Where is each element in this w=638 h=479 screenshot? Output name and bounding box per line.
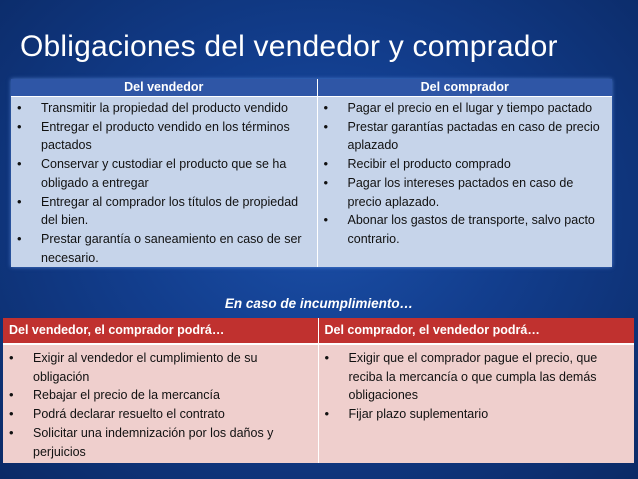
list-item: • Prestar garantías pactadas en caso de precio aplazado — [324, 118, 609, 155]
slide-title: Obligaciones del vendedor y comprador — [20, 30, 558, 63]
list-item: • Conservar y custodiar el producto que se ha obligado a entregar — [17, 155, 313, 192]
obligaciones-header-row — [11, 79, 612, 97]
comprador-obligations-cell — [317, 97, 612, 268]
vendedor-remedies-cell — [3, 344, 318, 463]
list-item: • Podrá declarar resuelto el contrato — [9, 405, 314, 424]
incumplimiento-heading: En caso de incumplimiento… — [224, 296, 414, 311]
vendedor-remedies-list — [9, 349, 314, 461]
incumplimiento-table — [3, 318, 634, 463]
list-item: • Recibir el producto comprado — [324, 155, 609, 174]
incumplimiento-header-row — [3, 318, 634, 344]
vendedor-obligations-cell — [11, 97, 317, 268]
list-item: • Entregar el producto vendido en los términos pactados — [17, 118, 313, 155]
list-item: • Transmitir la propiedad del producto vendido — [17, 99, 313, 118]
list-item: • Rebajar el precio de la mercancía — [9, 386, 314, 405]
obligaciones-table — [11, 79, 612, 267]
list-item: • Pagar el precio en el lugar y tiempo pactado — [324, 99, 609, 118]
list-item: • Fijar plazo suplementario — [325, 405, 631, 424]
incumplimiento-body-row — [3, 344, 634, 463]
comprador-obligations-list — [324, 99, 609, 249]
comprador-remedies-list — [325, 349, 631, 424]
obligaciones-body-row — [11, 97, 612, 268]
comprador-remedies-cell — [318, 344, 634, 463]
vendedor-obligations-list — [17, 99, 313, 267]
list-item: • Exigir al vendedor el cumplimiento de su obligación — [9, 349, 314, 386]
column-header-comprador-incumple: Del comprador, el vendedor podrá… — [318, 318, 634, 344]
list-item: • Solicitar una indemnización por los daños y perjuicios — [9, 424, 314, 461]
column-header-vendedor-incumple: Del vendedor, el comprador podrá… — [3, 318, 318, 344]
list-item: • Entregar al comprador los títulos de propiedad del bien. — [17, 193, 313, 230]
list-item: • Abonar los gastos de transporte, salvo pacto contrario. — [324, 211, 609, 248]
list-item: • Prestar garantía o saneamiento en caso de ser necesario. — [17, 230, 313, 267]
column-header-comprador: Del comprador — [317, 79, 612, 97]
column-header-vendedor: Del vendedor — [11, 79, 317, 97]
list-item: • Pagar los intereses pactados en caso de precio aplazado. — [324, 174, 609, 211]
list-item: • Exigir que el comprador pague el precio, que reciba la mercancía o que cumpla las demás obligaciones — [325, 349, 631, 405]
